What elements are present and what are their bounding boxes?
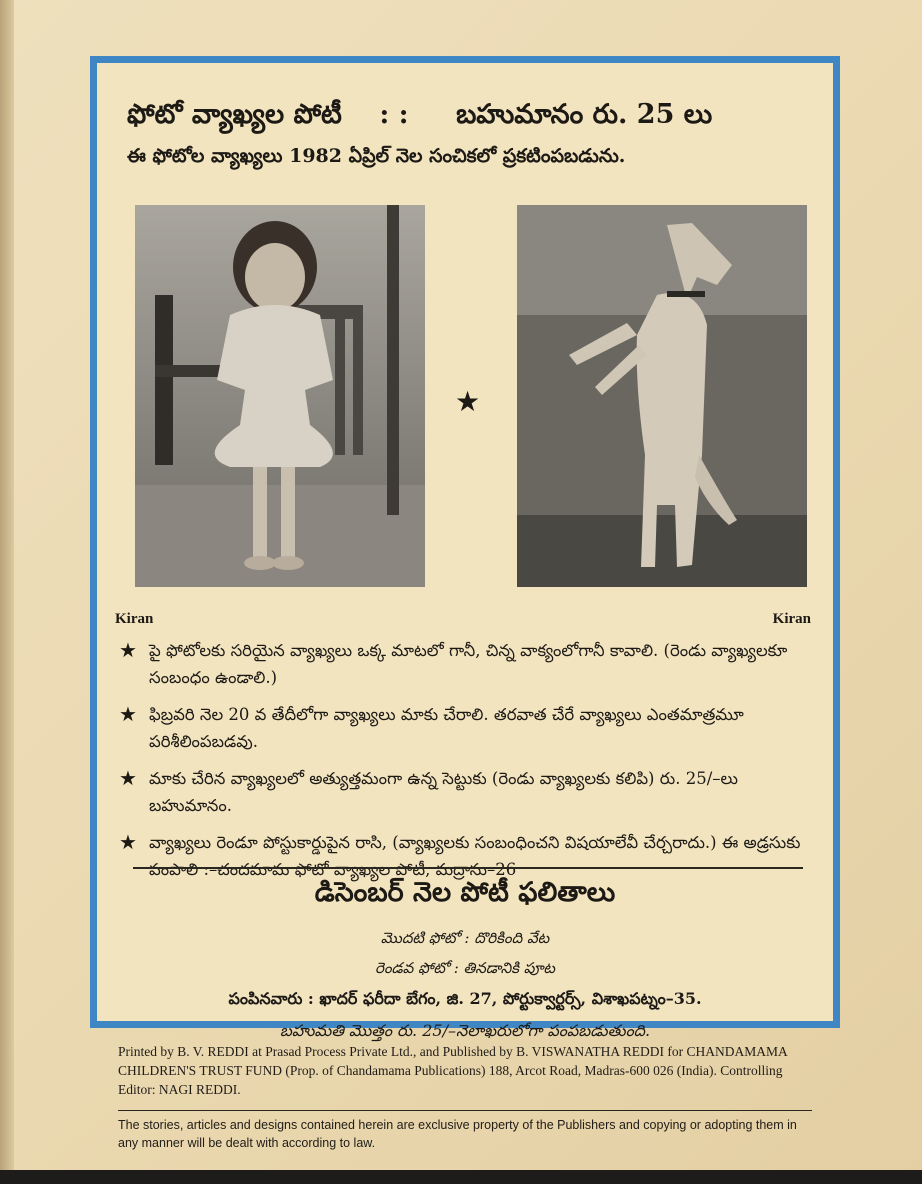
dog-photo-illustration <box>517 205 807 587</box>
rule-item <box>117 829 817 883</box>
results-title: డిసెంబర్ నెల పోటీ ఫలితాలు <box>314 877 616 908</box>
first-photo-result: మొదటి ఫోటో : దొరికింది వేట <box>380 929 550 947</box>
contest-rules-list <box>117 637 817 893</box>
contest-prize: బహుమానం రు. 25 లు <box>456 99 713 130</box>
rule-item <box>117 637 817 691</box>
photo-dog <box>517 205 807 587</box>
contest-subtitle: ఈ ఫోటోల వ్యాఖ్యలు 1982 ఏప్రిల్ నెల సంచికలో ప్రకటింపబడును. <box>127 145 626 167</box>
star-decoration-icon: ★ <box>455 385 481 418</box>
photo-credit-right: Kiran <box>772 611 811 627</box>
star-bullet-icon: ★ <box>119 702 137 726</box>
scan-bottom-edge <box>0 1170 922 1184</box>
printer-imprint: Printed by B. V. REDDI at Prasad Process Private Ltd., and Published by B. VISWANATHA REDDI for CHANDAMAMA CHILDREN'S TRUST FUND (Prop. of Chandamama Publications) 188, Arcot Road, Madras-600 026 (India). Controlling Editor: NAGI REDDI. <box>118 1044 787 1097</box>
contest-frame <box>90 56 840 1040</box>
rule-item <box>117 765 817 819</box>
prize-note: బహుమతి మొత్తం రు. 25/–నెలాఖరులోగా పంపబడుతుంది. <box>279 1021 651 1040</box>
star-bullet-icon: ★ <box>119 830 137 854</box>
winner-sender: పంపినవారు : ఖాదర్ ఫరీదా బేగం, జి. 27, పోర్టుక్వార్టర్స్, విశాఖపట్నం–35. <box>228 989 702 1008</box>
girl-photo-illustration <box>135 205 425 587</box>
rule-text: ఫిబ్రవరి నెల 20 వ తేదీలోగా వ్యాఖ్యలు మాకు చేరాలి. తరవాత చేరే వ్యాఖ్యలు ఎంతమాత్రమూ పరిశీలింపబడవు. <box>149 705 744 751</box>
rule-text: వ్యాఖ్యలు రెండూ పోస్టుకార్డుపైన రాసి, (వ్యాఖ్యలకు సంబంధించని విషయాలేవీ చేర్చరాదు.) ఈ అడ్రసుకు పంపాలి :–చందమామ ఫోటో వ్యాఖ్యల పోటీ, మద్రాసు–26 <box>149 833 801 879</box>
photo-girl <box>135 205 425 587</box>
star-bullet-icon: ★ <box>119 766 137 790</box>
page-spine-shadow <box>0 0 14 1184</box>
results-divider <box>133 867 803 869</box>
rule-text: మాకు చేరిన వ్యాఖ్యలలో అత్యుత్తమంగా ఉన్న సెట్టుకు (రెండు వ్యాఖ్యలకు కలిపి) రు. 25/–లు బహుమానం. <box>149 769 738 815</box>
photo-credit-left: Kiran <box>115 611 154 627</box>
contest-title-line <box>127 99 817 137</box>
imprint-divider <box>118 1110 812 1111</box>
star-bullet-icon: ★ <box>119 638 137 662</box>
contest-title: ఫోటో వ్యాఖ్యల పోటీ <box>127 99 342 130</box>
copyright-notice: The stories, articles and designs contained herein are exclusive property of the Publishers and copying or adopting them in any manner will be dealt with according to law. <box>118 1118 797 1150</box>
rule-item <box>117 701 817 755</box>
second-photo-result: రెండవ ఫోటో : తినడానికి పూట <box>375 959 555 977</box>
title-separator: : : <box>379 99 409 130</box>
rule-text: పై ఫోటోలకు సరియైన వ్యాఖ్యలు ఒక్క మాటలో గానీ, చిన్న వాక్యంలోగానీ కావాలి. (రెండు వ్యాఖ్యలకూ సంబంధం ఉండాలి.) <box>149 641 788 687</box>
